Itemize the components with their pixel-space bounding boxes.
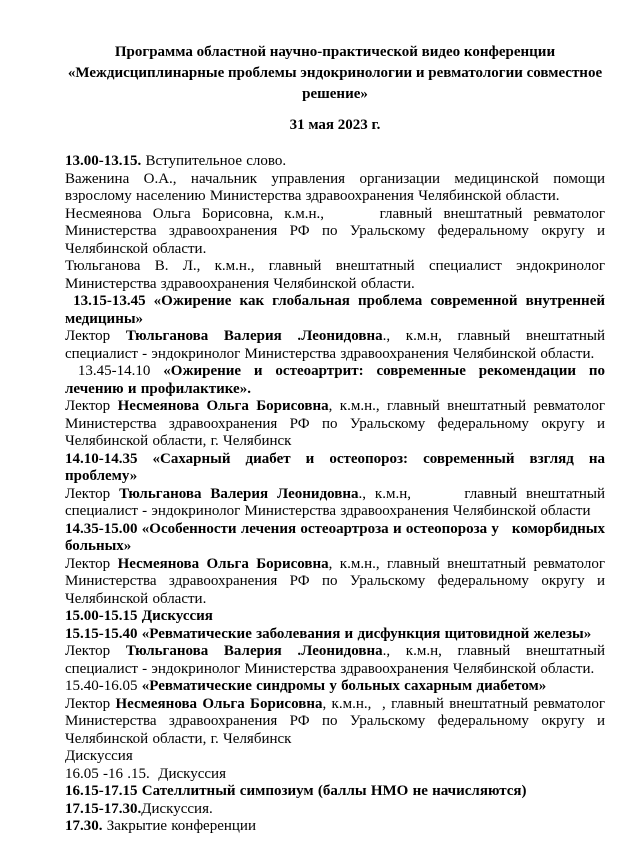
regular-text: Лектор — [65, 643, 126, 659]
bold-text: Тюльганова Валерия .Леонидовна — [125, 328, 383, 344]
program-paragraph — [65, 451, 605, 486]
bold-text: 14.35-15.00 «Особенности лечения остеоартроза и остеопороза у коморбидных больных» — [65, 520, 605, 554]
program-paragraph — [65, 293, 605, 328]
conference-date: 31 мая 2023 г. — [289, 117, 381, 133]
program-paragraph — [65, 398, 605, 451]
document-title-line: решение» — [302, 86, 368, 102]
regular-text: 13.45-14.10 — [65, 363, 164, 379]
bold-text: «Ревматические синдромы у больных сахарным диабетом» — [141, 678, 547, 694]
program-paragraph — [65, 783, 605, 801]
program-paragraph — [65, 818, 605, 836]
regular-text: Лектор — [65, 398, 118, 414]
regular-text: Лектор — [65, 695, 116, 712]
regular-text: Важенина О.А., начальник управления организации медицинской помощи взрослому населению Министерства здравоохранения Челябинской области. — [65, 170, 605, 204]
bold-text: Тюльганова Валерия .Леонидовна — [125, 643, 383, 659]
program-paragraph — [65, 678, 605, 696]
bold-text: 14.10-14.35 «Сахарный диабет и остеопороз: современный взгляд на проблему» — [65, 450, 605, 484]
program-paragraph — [65, 521, 605, 556]
regular-text: Несмеянова Ольга Борисовна, к.м.н., главный внештатный ревматолог Министерства здравоохранения РФ по Уральскому федеральному округу и Челябинской области. — [65, 205, 605, 257]
bold-text: 13.15-13.45 «Ожирение как глобальная проблема современной внутренней медицины» — [65, 293, 605, 327]
document-title — [65, 42, 605, 105]
program-paragraph — [65, 626, 605, 644]
regular-text: Дискуссия — [65, 748, 133, 764]
regular-text: ., к.м.н, главный внештатный специалист - эндокринолог Министерства здравоохранения Челябинской области. — [65, 328, 605, 362]
regular-text: Лектор — [65, 485, 120, 502]
program-paragraph — [65, 258, 605, 293]
regular-text: Дискуссия. — [141, 800, 213, 817]
regular-text: Вступительное слово. — [141, 153, 287, 169]
regular-text: , к.м.н., , главный внештатный ревматолог Министерства здравоохранения РФ по Уральскому федеральному округу и Челябинской области, г. Челябинск — [65, 695, 605, 747]
bold-text: Несмеянова Ольга Борисовна — [117, 555, 329, 572]
bold-text: «Ожирение и остеоартрит: современные рекомендации по лечению и профилактике». — [65, 363, 605, 397]
program-paragraph — [65, 608, 605, 626]
bold-text: Несмеянова Ольга Борисовна — [115, 695, 323, 712]
bold-text: 17.15-17.30. — [65, 800, 142, 817]
regular-text: Закрытие конференции — [102, 818, 256, 834]
bold-text: Тюльганова Валерия Леонидовна — [119, 485, 359, 502]
program-paragraph — [65, 171, 605, 206]
program-paragraph — [65, 486, 605, 521]
regular-text: 15.40-16.05 — [65, 678, 142, 694]
program-paragraph — [65, 696, 605, 749]
program-paragraph — [65, 206, 605, 259]
program-paragraph — [65, 748, 605, 766]
regular-text: ., к.м.н, главный внештатный специалист - эндокринолог Министерства здравоохранения Челябинской области. — [65, 643, 605, 677]
bold-text: 15.15-15.40 «Ревматические заболевания и дисфункция щитовидной железы» — [65, 625, 592, 642]
document-title-line: Программа областной научно-практической видео конференции — [114, 44, 556, 60]
regular-text: Лектор — [65, 328, 126, 344]
regular-text: , к.м.н., главный внештатный ревматолог Министерства здравоохранения РФ по Уральскому федеральному округу и Челябинской области, г. Челябинск — [65, 398, 605, 449]
program-paragraph — [65, 766, 605, 784]
bold-text: 15.00-15.15 Дискуссия — [65, 608, 213, 624]
program-paragraph — [65, 801, 605, 819]
regular-text: Тюльганова В. Л., к.м.н., главный внештатный специалист эндокринолог Министерства здравоохранения Челябинской области. — [65, 258, 605, 292]
bold-text: 13.00-13.15. — [65, 153, 142, 169]
regular-text: ., к.м.н, главный внештатный специалист - эндокринолог Министерства здравоохранения Челябинской области — [65, 485, 605, 519]
program-paragraph — [65, 556, 605, 609]
regular-text: 16.05 -16 .15. Дискуссия — [65, 765, 226, 782]
program-paragraph — [65, 363, 605, 398]
bold-text: 16.15-17.15 Сателлитный симпозиум (баллы НМО не начисляются) — [65, 783, 527, 799]
program-paragraph — [65, 328, 605, 363]
program-paragraph — [65, 153, 605, 171]
program-body — [65, 153, 605, 836]
regular-text: , к.м.н., главный внештатный ревматолог Министерства здравоохранения РФ по Уральскому федеральному округу и Челябинской области. — [65, 555, 605, 607]
bold-text: 17.30. — [65, 818, 103, 834]
regular-text: Лектор — [65, 555, 118, 572]
program-paragraph — [65, 643, 605, 678]
document-title-line: «Междисциплинарные проблемы эндокринологии и ревматологии совместное — [67, 65, 603, 81]
bold-text: Несмеянова Ольга Борисовна — [117, 398, 329, 414]
